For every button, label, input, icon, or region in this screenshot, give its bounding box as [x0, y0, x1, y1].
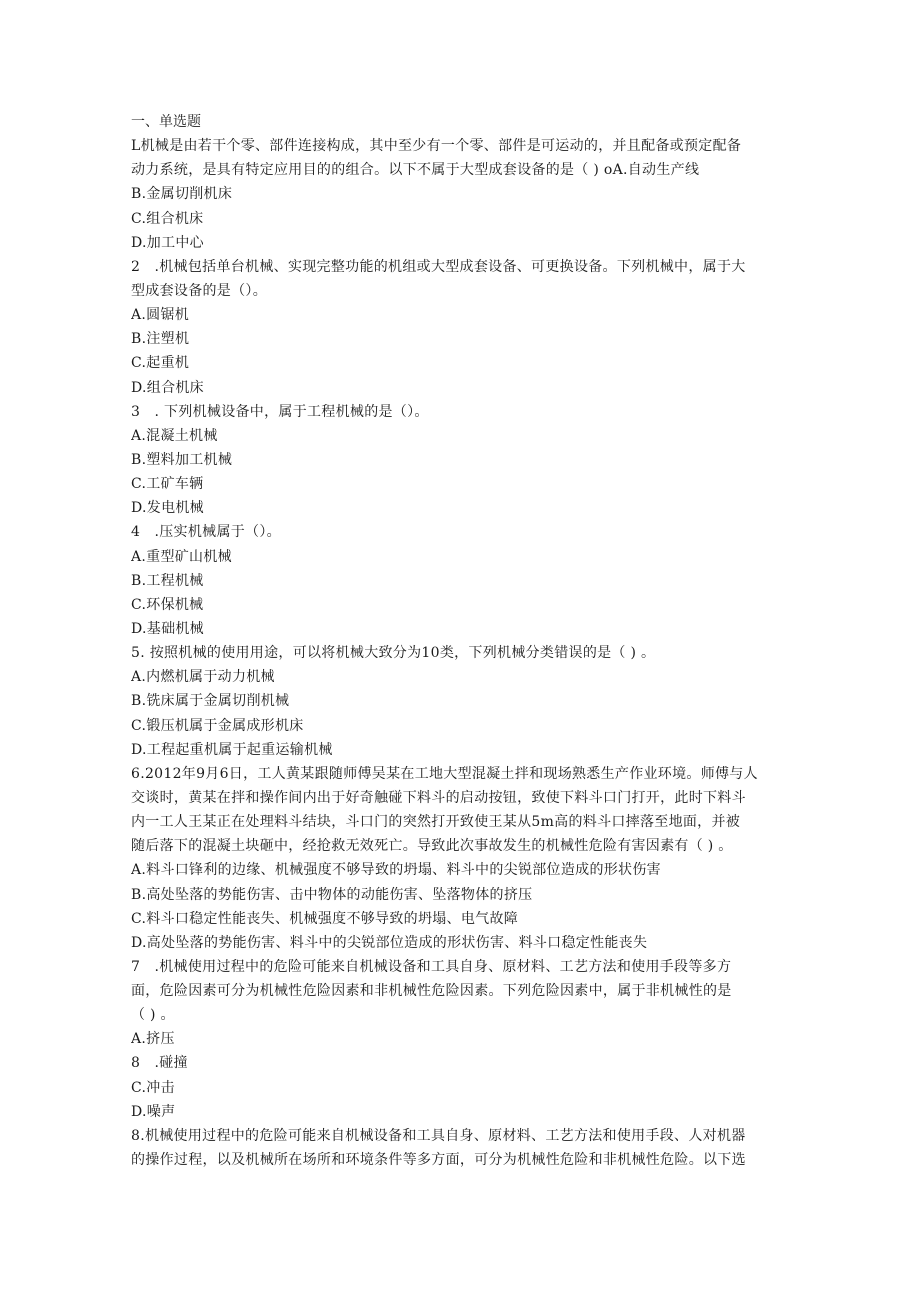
- text-line: 8.机械使用过程中的危险可能来自机械设备和工具自身、原材料、工艺方法和使用手段、人对机器: [131, 1127, 746, 1144]
- text-line: A.圆锯机: [131, 307, 190, 324]
- text-line: A.重型矿山机械: [131, 548, 232, 565]
- text-line: C.工矿车辆: [131, 476, 204, 493]
- text-line: 6.2012年9月6日，工人黄某跟随师傅吴某在工地大型混凝土拌和现场熟悉生产作业环境。师傅与人: [131, 765, 758, 782]
- text-line: L机械是由若干个零、部件连接构成，其中至少有一个零、部件是可运动的，并且配备或预定配备: [131, 138, 742, 155]
- text-line: C.冲击: [131, 1079, 175, 1096]
- text-line: A.内燃机属于动力机械: [131, 669, 275, 686]
- text-line: D.发电机械: [131, 500, 204, 517]
- text-line: 动力系统，是具有特定应用目的的组合。以下不属于大型成套设备的是（ ) oA.自动生产线: [131, 162, 700, 179]
- text-line: C.锻压机属于金属成形机床: [131, 717, 304, 734]
- text-line: D.噪声: [131, 1103, 176, 1120]
- section-heading: 一、单选题: [131, 114, 201, 130]
- text-line: C.组合机床: [131, 210, 204, 227]
- text-line: B.高处坠落的势能伤害、击中物体的动能伤害、坠落物体的挤压: [131, 886, 533, 903]
- text-line: D.高处坠落的势能伤害、料斗中的尖锐部位造成的形状伤害、料斗口稳定性能丧失: [131, 934, 648, 951]
- document-page: [131, 110, 791, 1172]
- text-line: B.注塑机: [131, 331, 190, 348]
- text-line: D.加工中心: [131, 234, 204, 251]
- text-line: 内一工人王某正在处理料斗结块，斗口门的突然打开致使王某从5m高的料斗口摔落至地面，并被: [131, 814, 741, 831]
- text-line: 随后落下的混凝土块砸中，经抢救无效死亡。导致此次事故发生的机械性危险有害因素有（ ) 。: [131, 838, 733, 855]
- text-line: 2 .机械包括单台机械、实现完整功能的机组或大型成套设备、可更换设备。下列机械中，属于大: [131, 258, 746, 275]
- text-line: A.挤压: [131, 1031, 175, 1048]
- question-text-block: [131, 134, 791, 1172]
- text-line: B.塑料加工机械: [131, 451, 233, 468]
- text-line: 的操作过程，以及机械所在场所和环境条件等多方面，可分为机械性危险和非机械性危险。以下选: [131, 1152, 746, 1169]
- text-line: 5. 按照机械的使用用途，可以将机械大致分为10类，下列机械分类错误的是（ ) 。: [131, 645, 656, 662]
- text-line: A.料斗口锋利的边缘、机械强度不够导致的坍塌、料斗中的尖锐部位造成的形状伤害: [131, 862, 661, 879]
- text-line: B.铣床属于金属切削机械: [131, 693, 290, 710]
- text-line: 7 .机械使用过程中的危险可能来自机械设备和工具自身、原材料、工艺方法和使用手段等多方: [131, 958, 732, 975]
- text-line: D.基础机械: [131, 620, 204, 637]
- text-line: C.环保机械: [131, 596, 204, 613]
- text-line: 3 . 下列机械设备中，属于工程机械的是（）。: [131, 403, 429, 420]
- text-line: （ ) 。: [131, 1007, 175, 1024]
- text-line: A.混凝土机械: [131, 427, 218, 444]
- text-line: 交谈时，黄某在拌和操作间内出于好奇触碰下料斗的启动按钮，致使下料斗口门打开，此时下料斗: [131, 789, 746, 806]
- text-line: C.起重机: [131, 355, 190, 372]
- text-line: 面，危险因素可分为机械性危险因素和非机械性危险因素。下列危险因素中，属于非机械性的是: [131, 983, 732, 1000]
- text-line: D.组合机床: [131, 379, 204, 396]
- text-line: B.工程机械: [131, 572, 204, 589]
- text-line: D.工程起重机属于起重运输机械: [131, 741, 333, 758]
- text-line: 型成套设备的是（）。: [131, 282, 267, 299]
- text-line: 8 .碰撞: [131, 1055, 188, 1072]
- text-line: C.料斗口稳定性能丧失、机械强度不够导致的坍塌、电气故障: [131, 910, 519, 927]
- text-line: B.金属切削机床: [131, 186, 233, 203]
- text-line: 4 .压实机械属于（）。: [131, 524, 281, 541]
